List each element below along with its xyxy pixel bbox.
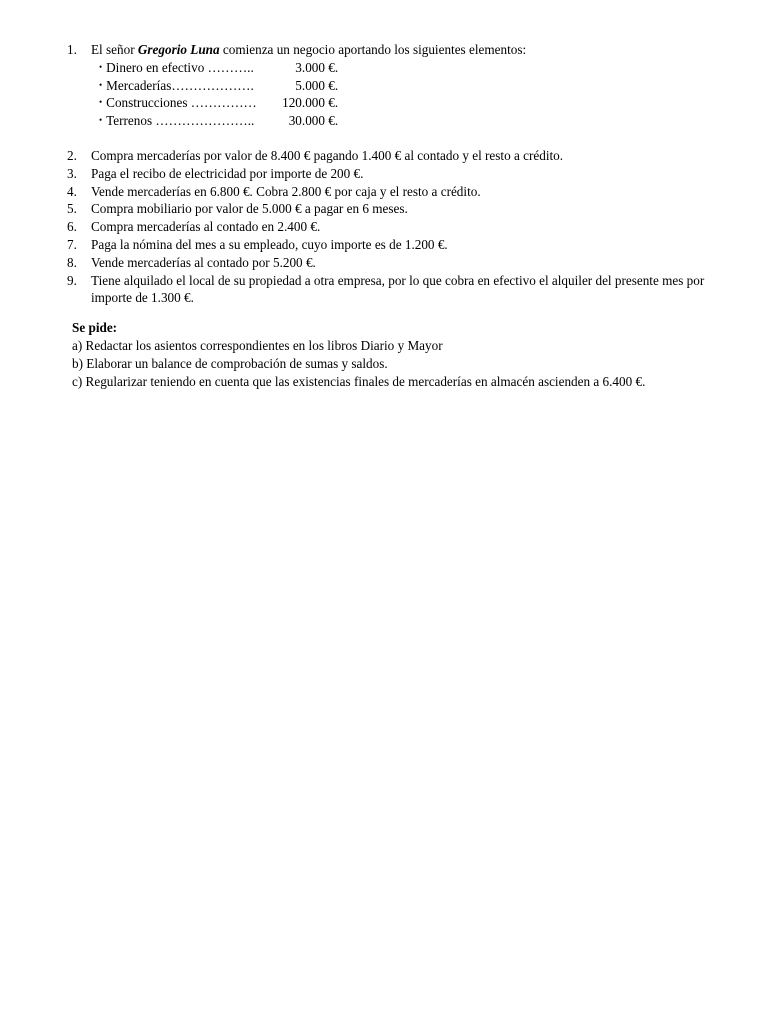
requirements-list	[0, 337, 768, 390]
bullet-icon: •	[99, 97, 103, 108]
item-number: 6.	[67, 219, 77, 235]
requirement-line: b) Elaborar un balance de comprobación de sumas y saldos.	[72, 355, 388, 371]
operation-item	[0, 218, 768, 236]
operation-item	[0, 183, 768, 201]
spacer	[0, 307, 768, 319]
operation-text: Paga la nómina del mes a su empleado, cuyo importe es de 1.200 €.	[91, 236, 448, 252]
element-amount: 120.000 €.	[282, 95, 339, 111]
operation-text: Compra mercaderías por valor de 8.400 € pagando 1.400 € al contado y el resto a crédito.	[91, 147, 564, 163]
operation-text: Vende mercaderías al contado por 5.200 €.	[91, 254, 316, 270]
item-number: 1.	[67, 42, 77, 57]
operations-list	[0, 147, 768, 307]
item-number: 4.	[67, 183, 77, 199]
element-amount: 30.000 €.	[288, 113, 339, 129]
item-number: 9.	[67, 272, 77, 288]
element-row	[99, 112, 768, 130]
operation-item	[0, 147, 768, 165]
bullet-icon: •	[99, 79, 103, 90]
operation-text: Tiene alquilado el local de su propiedad a otra empresa, por lo que cobra en efectivo el alquiler del presente mes por importe de 1.300 €.	[91, 272, 705, 306]
element-label: Mercaderías……………….	[106, 77, 254, 93]
element-row	[99, 59, 768, 77]
operation-item	[0, 165, 768, 183]
operation-item	[0, 236, 768, 254]
initial-elements-list	[0, 59, 768, 130]
operation-item	[0, 272, 768, 308]
element-row	[99, 77, 768, 95]
item-number: 2.	[67, 147, 77, 163]
element-label: Terrenos …………………..	[106, 113, 255, 129]
item-1	[0, 41, 768, 59]
operation-text: Compra mobiliario por valor de 5.000 € a pagar en 6 meses.	[91, 201, 408, 217]
operation-text: Compra mercaderías al contado en 2.400 €.	[91, 219, 321, 235]
spacer	[0, 130, 768, 147]
element-row	[99, 94, 768, 112]
item-1-text-post: comienza un negocio aportando los siguientes elementos:	[219, 42, 527, 57]
operation-text: Vende mercaderías en 6.800 €. Cobra 2.800 € por caja y el resto a crédito.	[91, 183, 481, 199]
operation-item	[0, 200, 768, 218]
operation-text: Paga el recibo de electricidad por importe de 200 €.	[91, 165, 364, 181]
bullet-icon: •	[99, 115, 103, 126]
requirements-heading: Se pide:	[72, 320, 118, 336]
item-1-text-pre: El señor	[91, 42, 138, 57]
bullet-icon: •	[99, 61, 103, 72]
item-number: 3.	[67, 165, 77, 181]
item-number: 8.	[67, 254, 77, 270]
element-label: Dinero en efectivo ………..	[106, 59, 254, 75]
exercise-document	[0, 41, 768, 390]
element-amount: 5.000 €.	[295, 77, 339, 93]
requirement-line: a) Redactar los asientos correspondientes en los libros Diario y Mayor	[72, 337, 443, 353]
person-name: Gregorio Luna	[137, 42, 220, 57]
element-label: Construcciones ……………	[106, 95, 257, 111]
item-number: 5.	[67, 201, 77, 217]
item-number: 7.	[67, 236, 77, 252]
requirements-section	[0, 319, 768, 337]
operation-item	[0, 254, 768, 272]
requirement-line: c) Regularizar teniendo en cuenta que las existencias finales de mercaderías en almacén ascienden a 6.400 €.	[72, 373, 646, 389]
element-amount: 3.000 €.	[295, 59, 339, 75]
